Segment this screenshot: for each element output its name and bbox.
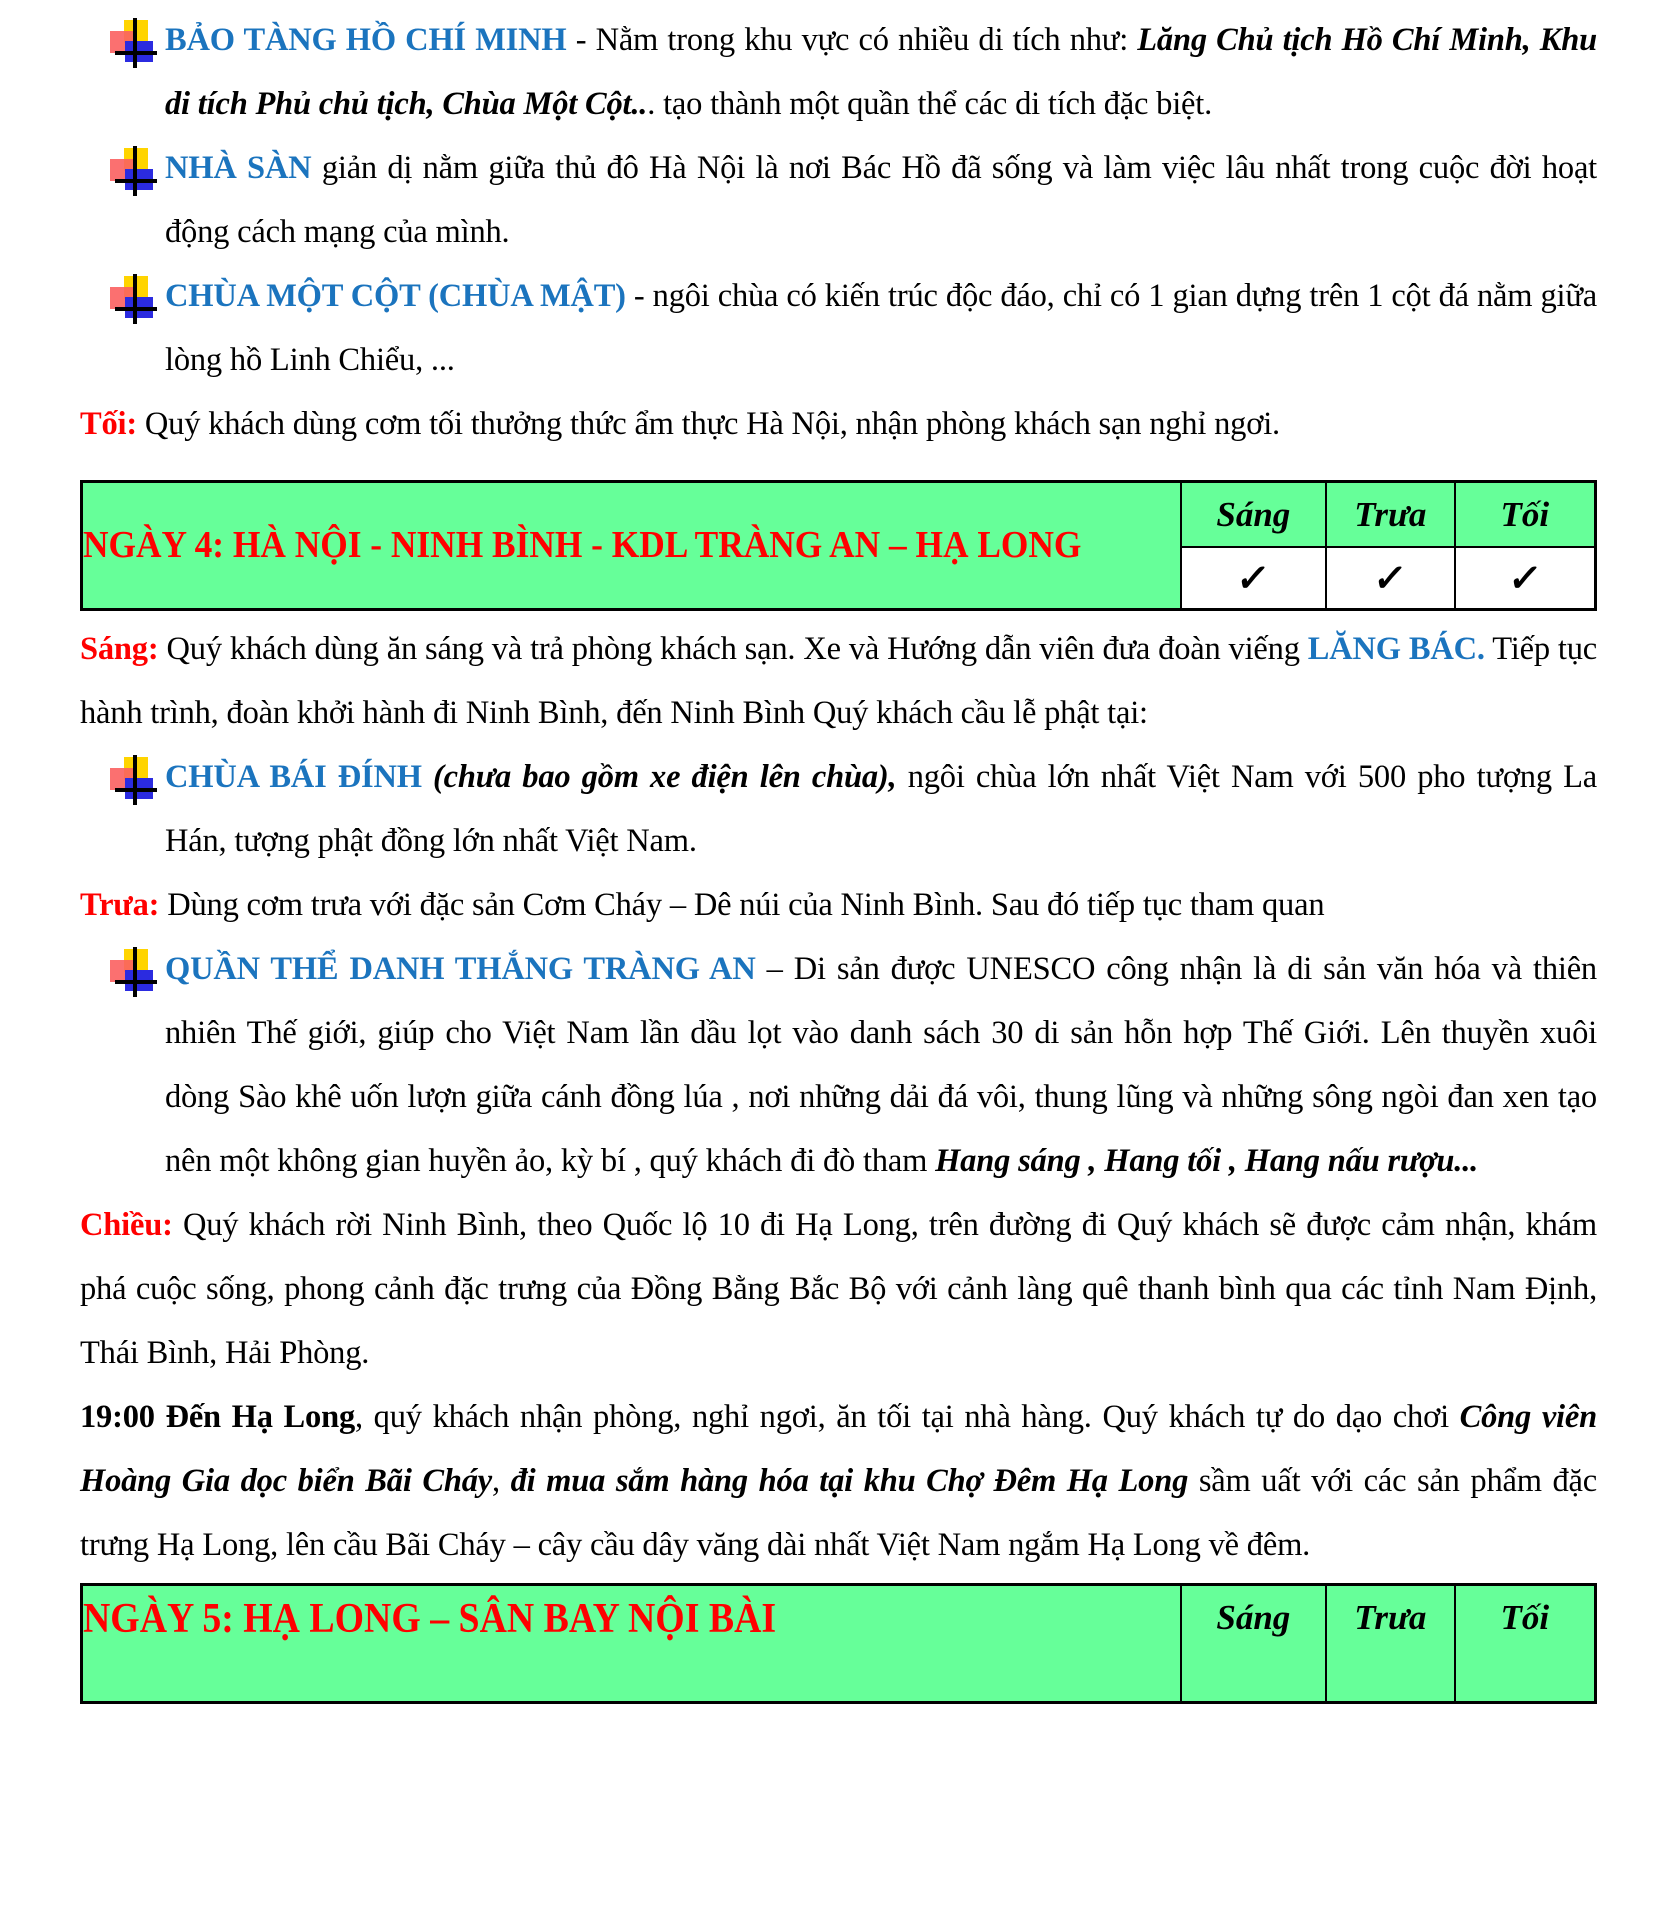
day3-itinerary-text-block xyxy=(80,8,1597,456)
bullet-quan-the-trang-an xyxy=(80,937,1597,1193)
text-segment: Lăng Chủ tịch Hồ Chí Minh, Khu di tích Phủ chủ tịch, Chùa Một Cột.. xyxy=(165,22,1598,122)
text-segment: ngôi chùa lớn nhất Việt Nam với 500 pho tượng La Hán, tượng phật đồng lớn nhất Việt Nam. xyxy=(165,759,1598,859)
day4-title-cell xyxy=(82,482,1181,610)
text-segment: đi mua sắm hàng hóa tại khu Chợ Đêm Hạ Long xyxy=(510,1463,1189,1499)
text-segment: giản dị nằm giữa thủ đô Hà Nội là nơi Bác Hồ đã sống và làm việc lâu nhất trong cuộc đời hoạt động cách mạng của mình. xyxy=(165,150,1597,250)
day5-meal-header-trua: Trưa xyxy=(1326,1585,1455,1703)
text-segment: Quý khách dùng cơm tối thưởng thức ẩm thực Hà Nội, nhận phòng khách sạn nghỉ ngơi. xyxy=(136,406,1280,442)
colored-plus-bullet-icon xyxy=(110,274,156,324)
text-segment: , quý khách nhận phòng, nghỉ ngơi, ăn tối tại nhà hàng. Quý khách tự do dạo chơi xyxy=(355,1399,1460,1435)
text-segment: - Nằm trong khu vực có nhiều di tích như: xyxy=(566,22,1138,58)
text-segment: Tối: xyxy=(80,406,137,442)
paragraph-sang-day4 xyxy=(80,617,1597,745)
day4-check-toi xyxy=(1455,547,1596,610)
day4-check-sang xyxy=(1181,547,1326,610)
checkmark-icon: ✓ xyxy=(1234,557,1273,600)
text-segment: Quý khách dùng ăn sáng và trả phòng khách sạn. Xe và Hướng dẫn viên đưa đoàn viếng xyxy=(158,631,1308,667)
day5-header-table xyxy=(80,1583,1597,1704)
text-segment: Trưa: xyxy=(80,887,160,923)
day4-meal-header-trua: Trưa xyxy=(1326,482,1455,548)
text-segment: Chiều: xyxy=(80,1207,173,1243)
paragraph-toi-day3 xyxy=(80,392,1597,456)
day5-meal-header-toi: Tối xyxy=(1455,1585,1596,1703)
text-segment: sầm uất với các sản phẩm đặc trưng Hạ Long, lên cầu Bãi Cháy – cây cầu dây văng dài nhất Việt Nam ngắm Hạ Long về đêm. xyxy=(80,1463,1597,1563)
text-segment: – Di sản được UNESCO công nhận là di sản văn hóa và thiên nhiên Thế giới, giúp cho Việt Nam lần dầu lọt vào danh sách 30 di sản hỗn hợp Thế Giới. Lên thuyền xuôi dòng Sào khê uốn lượn giữa cánh đồng lúa , nơi những dải đá vôi, thung lũng và những sông ngòi đan xen tạo nên một không gian huyền ảo, kỳ bí , quý khách đi đò tham xyxy=(165,951,1597,1179)
bullet-bao-tang-ho-chi-minh xyxy=(80,8,1597,136)
text-segment: (chưa bao gồm xe điện lên chùa), xyxy=(433,759,897,795)
bullet-chua-bai-dinh xyxy=(80,745,1597,873)
text-segment: QUẦN THỂ DANH THẮNG TRÀNG AN xyxy=(165,951,767,987)
day4-itinerary-text-block xyxy=(80,617,1597,1577)
text-segment: NHÀ SÀN xyxy=(165,150,322,186)
bullet-chua-mot-cot xyxy=(80,264,1597,392)
day5-meal-header-sang: Sáng xyxy=(1181,1585,1326,1703)
day4-header-table xyxy=(80,480,1597,611)
paragraph-1900-ha-long xyxy=(80,1385,1597,1577)
colored-plus-bullet-icon xyxy=(110,755,156,805)
text-segment: , xyxy=(491,1463,511,1499)
text-segment: Hang sáng , Hang tối , Hang nấu rượu... xyxy=(935,1143,1479,1179)
day4-meal-header-sang: Sáng xyxy=(1181,482,1326,548)
day4-check-trua xyxy=(1326,547,1455,610)
paragraph-trua-day4 xyxy=(80,873,1597,937)
day4-meal-header-toi: Tối xyxy=(1455,482,1596,548)
paragraph-chieu-day4 xyxy=(80,1193,1597,1385)
text-segment: Dùng cơm trưa với đặc sản Cơm Cháy – Dê núi của Ninh Bình. Sau đó tiếp tục tham quan xyxy=(159,887,1325,923)
day5-title: NGÀY 5: HẠ LONG – SÂN BAY NỘI BÀI xyxy=(83,1596,777,1642)
checkmark-icon: ✓ xyxy=(1505,557,1544,600)
text-segment: - ngôi chùa có kiến trúc độc đáo, chỉ có 1 gian dựng trên 1 cột đá nằm giữa lòng hồ Linh Chiểu, ... xyxy=(165,278,1597,378)
colored-plus-bullet-icon xyxy=(110,18,156,68)
text-segment: Tiếp tục hành trình, đoàn khởi hành đi Ninh Bình, đến Ninh Bình Quý khách cầu lễ phật tại: xyxy=(80,631,1597,731)
bullet-nha-san xyxy=(80,136,1597,264)
text-segment: Công viên Hoàng Gia dọc biển Bãi Cháy xyxy=(80,1399,1597,1499)
text-segment: BẢO TÀNG HỒ CHÍ MINH xyxy=(165,22,567,58)
checkmark-icon: ✓ xyxy=(1371,557,1410,600)
text-segment: CHÙA BÁI ĐÍNH xyxy=(165,759,434,795)
text-segment: 19:00 Đến Hạ Long xyxy=(80,1399,356,1435)
colored-plus-bullet-icon xyxy=(110,947,156,997)
day4-title: NGÀY 4: HÀ NỘI - NINH BÌNH - KDL TRÀNG AN – HẠ LONG xyxy=(83,523,1082,566)
text-segment: LĂNG BÁC. xyxy=(1307,631,1485,667)
text-segment: CHÙA MỘT CỘT (CHÙA MẬT) xyxy=(165,278,626,314)
day5-title-cell xyxy=(82,1585,1181,1703)
text-segment: Sáng: xyxy=(80,631,159,667)
text-segment: Quý khách rời Ninh Bình, theo Quốc lộ 10 đi Hạ Long, trên đường đi Quý khách sẽ được cảm nhận, khám phá cuộc sống, phong cảnh đặc trưng của Đồng Bằng Bắc Bộ với cảnh làng quê thanh bình qua các tỉnh Nam Định, Thái Bình, Hải Phòng. xyxy=(80,1207,1597,1371)
text-segment: . tạo thành một quần thể các di tích đặc biệt. xyxy=(647,86,1213,122)
colored-plus-bullet-icon xyxy=(110,146,156,196)
